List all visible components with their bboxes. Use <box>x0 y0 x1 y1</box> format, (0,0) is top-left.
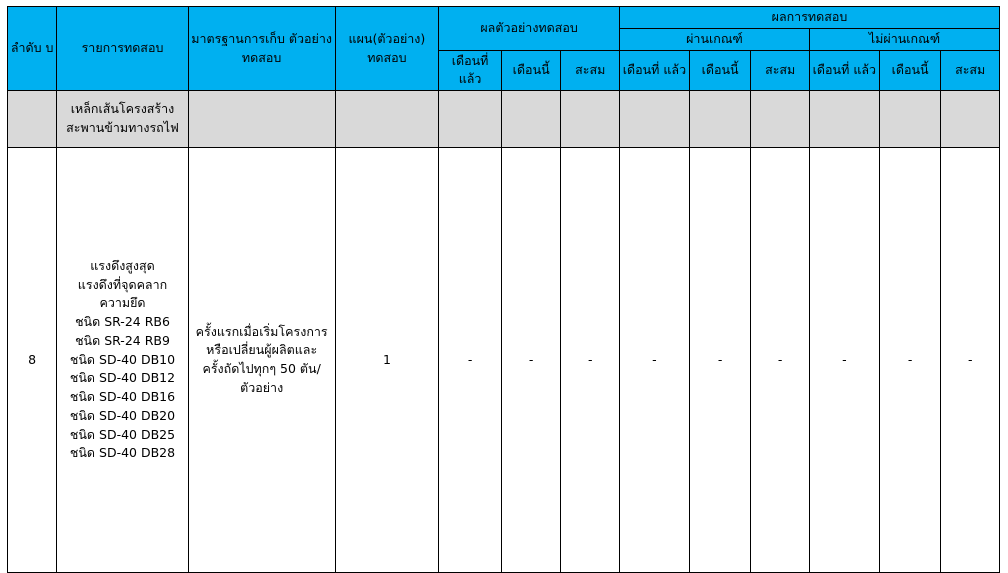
list-item: ชนิด SR-24 RB6 <box>75 314 170 330</box>
header-sample-last-month <box>439 50 502 91</box>
list-item: ชนิด SR-24 RB9 <box>75 332 170 348</box>
header-fail-accum: สะสม <box>941 50 1000 91</box>
row-sample-accum: - <box>561 148 620 573</box>
list-item: ชนิด SD-40 DB16 <box>69 389 176 405</box>
section-pass-this-cell <box>689 91 751 148</box>
row-sample-this-month: - <box>501 148 561 573</box>
row-pass-last-month: - <box>619 148 689 573</box>
row-plan: 1 <box>335 148 439 573</box>
header-plan-line1: แผน(ตัวอย่าง) <box>348 30 426 46</box>
header-plan <box>335 7 439 91</box>
section-title-line1: เหล็กเส้นโครงสร้าง <box>70 101 175 117</box>
table-body <box>8 91 1000 573</box>
header-plan-line2: ทดสอบ <box>367 49 407 65</box>
row-pass-accum: - <box>751 148 810 573</box>
header-standard-line1: มาตรฐานการเก็บ <box>191 30 285 46</box>
table-row <box>8 148 1000 573</box>
test-summary-table <box>7 6 1000 573</box>
row-standard-line1: ครั้งแรกเมื่อเริ่มโครงการ <box>195 323 328 339</box>
section-plan-cell <box>335 91 439 148</box>
header-standard-line2: ตัวอย่างทดสอบ <box>241 30 332 65</box>
list-item: ชนิด SD-40 DB20 <box>69 407 176 423</box>
section-no-cell <box>8 91 57 148</box>
header-sample-this-month: เดือนนี้ <box>501 50 561 91</box>
row-standard <box>188 148 335 573</box>
section-sample-last-cell <box>439 91 502 148</box>
section-sample-this-cell <box>501 91 561 148</box>
section-pass-accum-cell <box>751 91 810 148</box>
header-pass-last-month-line1: เดือนที่ <box>622 61 660 77</box>
header-pass-last-month-line2: แล้ว <box>663 61 687 77</box>
row-no: 8 <box>8 148 57 573</box>
header-group-fail: ไม่ผ่านเกณฑ์ <box>809 28 999 50</box>
row-pass-this-month: - <box>689 148 751 573</box>
report-sheet <box>0 6 1008 571</box>
header-row-1 <box>8 7 1000 29</box>
header-no <box>8 7 57 91</box>
row-fail-accum: - <box>941 148 1000 573</box>
header-test-result: ผลการทดสอบ <box>619 7 999 29</box>
row-standard-line4: ตัวอย่าง <box>240 379 284 395</box>
list-item: ชนิด SD-40 DB28 <box>69 445 176 461</box>
list-item: ชนิด SD-40 DB10 <box>69 351 176 367</box>
header-fail-last-month <box>809 50 879 91</box>
row-fail-last-month: - <box>809 148 879 573</box>
header-sample-last-month-line2: แล้ว <box>458 71 482 87</box>
section-fail-this-cell <box>879 91 941 148</box>
header-sample-result: ผลตัวอย่างทดสอบ <box>439 7 620 51</box>
row-standard-line2: หรือเปลี่ยนผู้ผลิตและ <box>206 342 318 358</box>
section-fail-last-cell <box>809 91 879 148</box>
section-pass-last-cell <box>619 91 689 148</box>
header-fail-last-month-line2: แล้ว <box>853 61 877 77</box>
row-sample-last-month: - <box>439 148 502 573</box>
section-title-cell <box>57 91 188 148</box>
header-sample-last-month-line1: เดือนที่ <box>451 52 489 68</box>
header-pass-accum: สะสม <box>751 50 810 91</box>
header-fail-this-month: เดือนนี้ <box>879 50 941 91</box>
row-item-list <box>57 148 188 573</box>
header-pass-this-month: เดือนนี้ <box>689 50 751 91</box>
header-sample-accum: สะสม <box>561 50 620 91</box>
header-group-pass: ผ่านเกณฑ์ <box>619 28 809 50</box>
list-item: ชนิด SD-40 DB12 <box>69 370 176 386</box>
header-item: รายการทดสอบ <box>57 7 188 91</box>
list-item: ความยึด <box>99 295 146 311</box>
section-sample-accum-cell <box>561 91 620 148</box>
section-standard-cell <box>188 91 335 148</box>
header-no-line1: ลำดับ <box>10 40 42 56</box>
list-item: แรงดึงที่จุดคลาก <box>77 276 168 292</box>
header-no-line2: บ <box>45 40 54 56</box>
list-item: แรงดึงสูงสุด <box>90 257 155 273</box>
table-header <box>8 7 1000 91</box>
section-title-line2: สะพานข้ามทางรถไฟ <box>66 120 179 135</box>
header-pass-last-month <box>619 50 689 91</box>
section-row <box>8 91 1000 148</box>
row-standard-line3: ครั้งถัดไปทุกๆ 50 ตัน/ <box>202 361 321 376</box>
header-fail-last-month-line1: เดือนที่ <box>812 61 850 77</box>
list-item: ชนิด SD-40 DB25 <box>69 426 176 442</box>
row-fail-this-month: - <box>879 148 941 573</box>
section-fail-accum-cell <box>941 91 1000 148</box>
header-standard <box>188 7 335 91</box>
